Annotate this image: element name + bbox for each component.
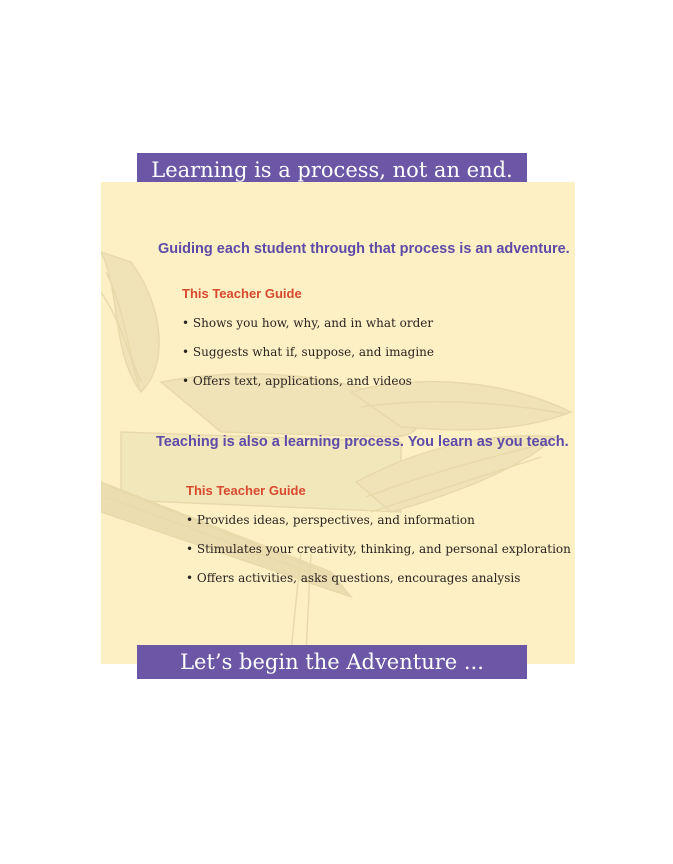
closing-banner: Let’s begin the Adventure ... bbox=[137, 645, 527, 679]
section1-subheading: This Teacher Guide bbox=[182, 286, 302, 301]
list-item: • Provides ideas, perspectives, and information bbox=[186, 513, 475, 527]
list-item: • Suggests what if, suppose, and imagine bbox=[182, 345, 434, 359]
list-item: • Shows you how, why, and in what order bbox=[182, 316, 434, 330]
section1-heading: Guiding each student through that process is an adventure. bbox=[158, 241, 570, 257]
section2-subheading: This Teacher Guide bbox=[186, 483, 306, 498]
content-panel bbox=[101, 182, 575, 664]
title-banner: Learning is a process, not an end. bbox=[137, 153, 527, 187]
list-item: • Stimulates your creativity, thinking, and personal exploration bbox=[186, 542, 571, 556]
section2-heading: Teaching is also a learning process. You learn as you teach. bbox=[156, 434, 569, 450]
list-item: • Offers activities, asks questions, encourages analysis bbox=[186, 571, 521, 585]
list-item: • Offers text, applications, and videos bbox=[182, 374, 412, 388]
